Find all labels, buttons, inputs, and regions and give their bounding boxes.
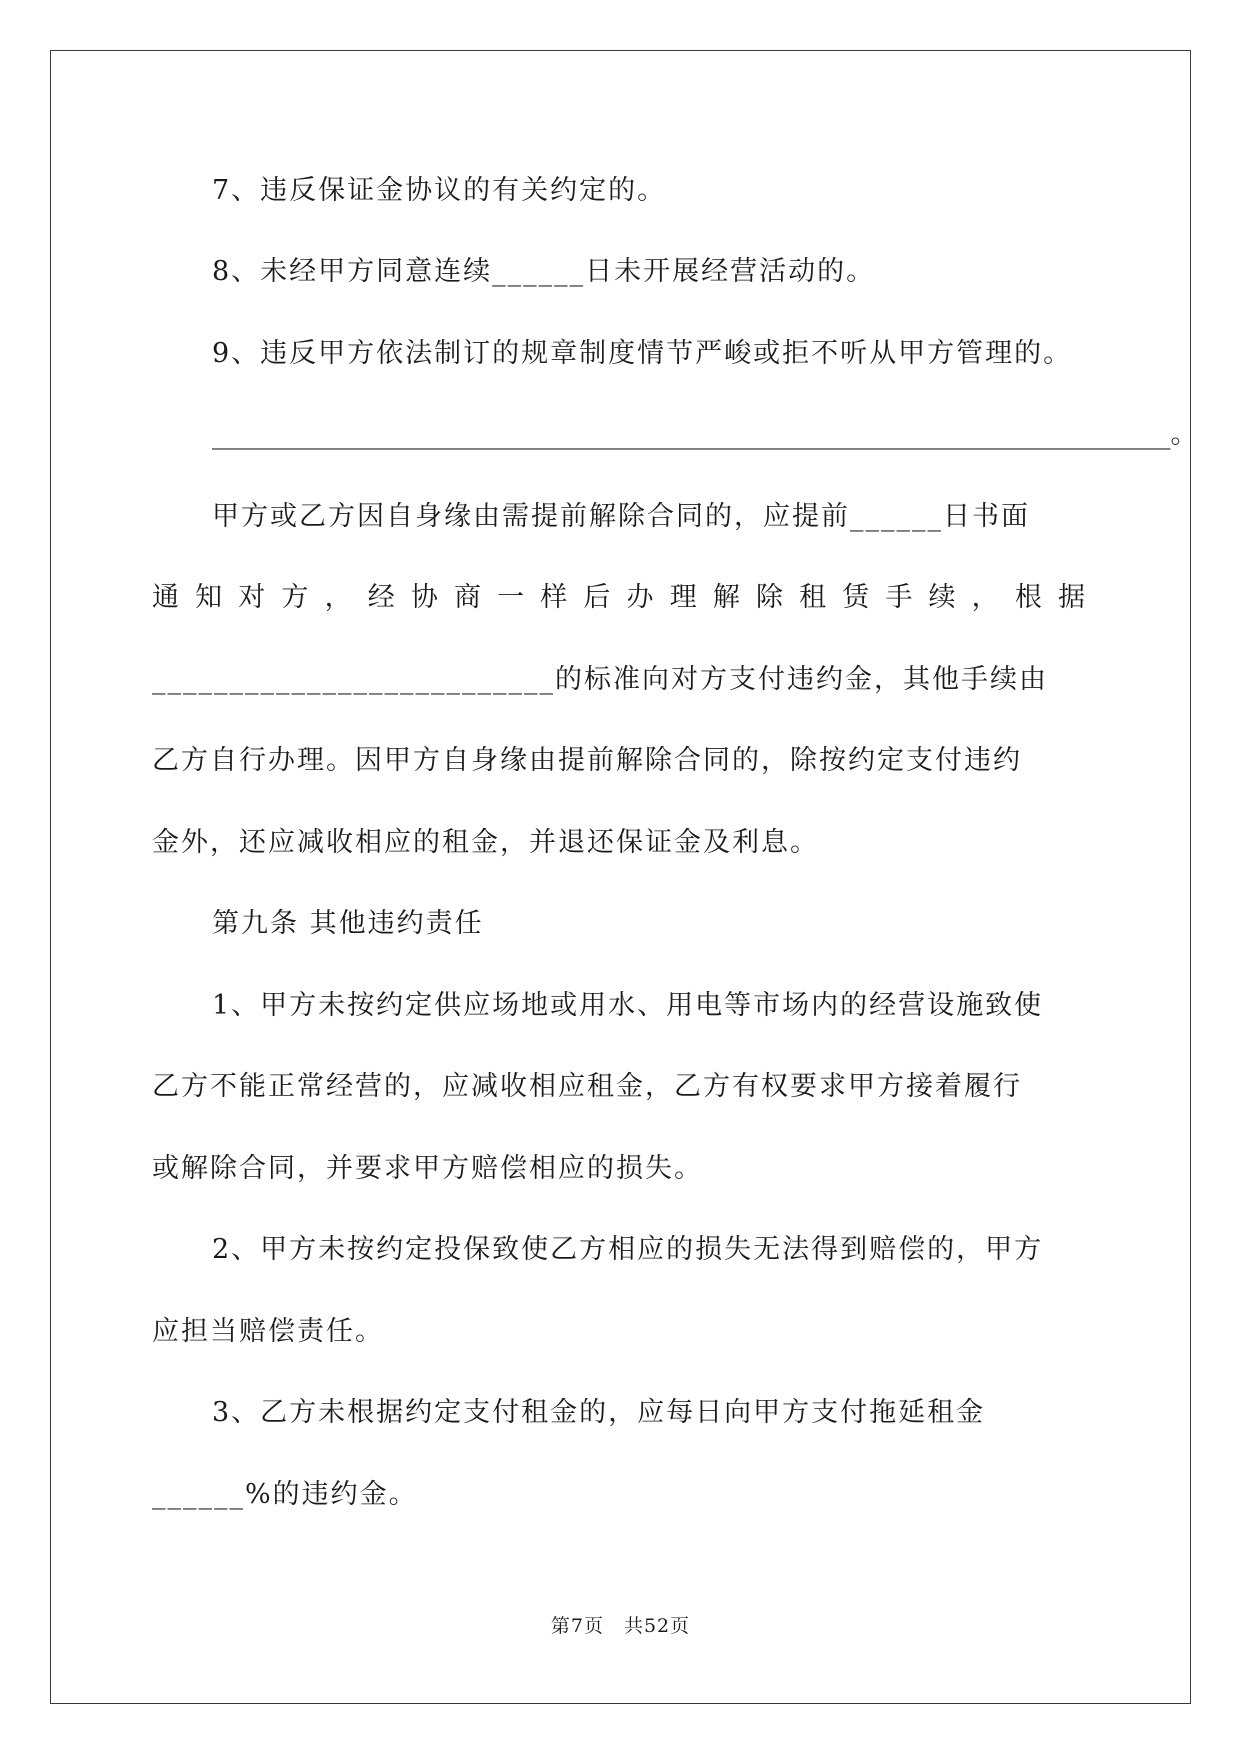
page-frame <box>50 50 1191 1704</box>
clause-3-line-2: ______%的违约金。 <box>152 1479 418 1510</box>
termination-para-line-4: 乙方自行办理。因甲方自身缘由提前解除合同的，除按约定支付违约 <box>152 745 1022 776</box>
clause-2-line-1: 2、甲方未按约定投保致使乙方相应的损失无法得到赔偿的，甲方 <box>212 1234 1044 1265</box>
article-9-heading: 第九条 其他违约责任 <box>212 908 484 939</box>
termination-para-line-3: __________________________的标准向对方支付违约金，其他手续由 <box>152 664 1048 695</box>
clause-3-line-1: 3、乙方未根据约定支付租金的，应每日向甲方支付拖延租金 <box>212 1397 986 1428</box>
item-9: 9、违反甲方依法制订的规章制度情节严峻或拒不听从甲方管理的。 <box>212 338 1073 369</box>
clause-1-line-3: 或解除合同，并要求甲方赔偿相应的损失。 <box>152 1153 703 1184</box>
termination-para-line-5: 金外，还应减收相应的租金，并退还保证金及利息。 <box>152 827 819 858</box>
item-8: 8、未经甲方同意连续______日未开展经营活动的。 <box>212 256 876 287</box>
page-footer: 第7页 共52页 <box>550 1615 691 1637</box>
termination-para-line-2: 通 知 对 方 ， 经 协 商 一 样 后 办 理 解 除 租 赁 手 续 ， 根 据 <box>152 582 1085 613</box>
clause-1-line-1: 1、甲方未按约定供应场地或用水、用电等市场内的经营设施致使 <box>212 990 1044 1021</box>
termination-para-line-1: 甲方或乙方因自身缘由需提前解除合同的，应提前______日书面 <box>212 501 1030 532</box>
clause-2-line-2: 应担当赔偿责任。 <box>152 1316 384 1347</box>
item-7: 7、违反保证金协议的有关约定的。 <box>212 175 667 206</box>
blank-line: _______________________________________________________________________。 <box>212 419 1198 450</box>
clause-1-line-2: 乙方不能正常经营的，应减收相应租金，乙方有权要求甲方接着履行 <box>152 1071 1022 1102</box>
